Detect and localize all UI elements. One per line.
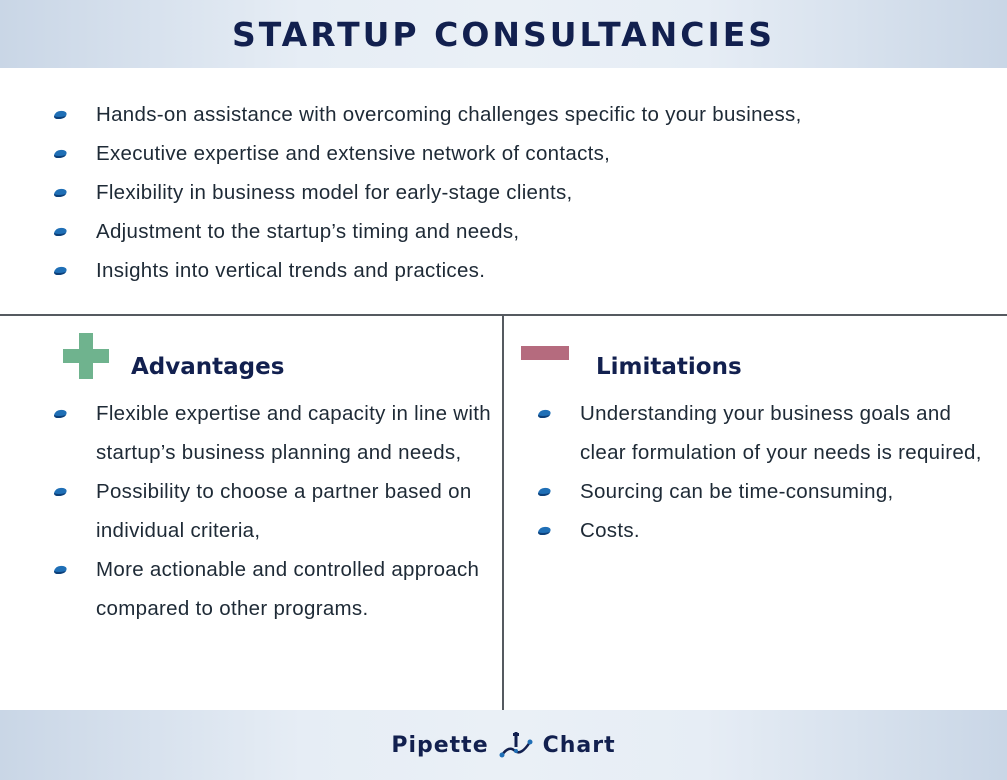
list-item [53, 212, 973, 251]
advantages-title: Advantages [131, 354, 285, 380]
list-item [537, 511, 982, 550]
footer-banner [0, 710, 1007, 780]
bullet-icon [53, 408, 68, 419]
bullet-icon [53, 187, 68, 198]
list-item-text: Adjustment to the startup’s timing and needs, [96, 220, 520, 243]
list-item [53, 472, 498, 550]
vertical-divider [502, 315, 504, 710]
list-item [53, 394, 498, 472]
list-item-text: Executive expertise and extensive network of contacts, [96, 142, 611, 165]
logo-text-left: Pipette [391, 732, 489, 758]
list-item [53, 173, 973, 212]
list-item [537, 472, 982, 511]
header-banner [0, 0, 1007, 68]
list-item [537, 394, 982, 472]
bullet-icon [53, 226, 68, 237]
list-item [53, 134, 973, 173]
bullet-icon [537, 408, 552, 419]
bullet-icon [53, 109, 68, 120]
minus-icon [521, 346, 569, 360]
list-item-text: Hands-on assistance with overcoming challenges specific to your business, [96, 103, 802, 126]
intro-list [53, 95, 973, 290]
list-item [53, 550, 498, 628]
list-item-text: More actionable and controlled approach compared to other programs. [96, 558, 480, 620]
plus-icon [63, 333, 109, 379]
limitations-title: Limitations [596, 354, 742, 380]
bullet-icon [53, 265, 68, 276]
list-item-text: Insights into vertical trends and practices. [96, 259, 486, 282]
list-item-text: Costs. [580, 519, 640, 542]
brand-logo [0, 710, 1007, 780]
bullet-icon [53, 148, 68, 159]
list-item-text: Flexible expertise and capacity in line with startup’s business planning and needs, [96, 402, 491, 464]
pipette-chart-logo-icon [499, 730, 533, 760]
list-item-text: Flexibility in business model for early-stage clients, [96, 181, 573, 204]
list-item-text: Possibility to choose a partner based on individual criteria, [96, 480, 472, 542]
list-item-text: Sourcing can be time-consuming, [580, 480, 894, 503]
limitations-list [537, 394, 982, 550]
bullet-icon [53, 564, 68, 575]
page-title: STARTUP CONSULTANCIES [231, 14, 776, 54]
bullet-icon [537, 525, 552, 536]
logo-text-right: Chart [542, 732, 616, 758]
bullet-icon [53, 486, 68, 497]
list-item [53, 95, 973, 134]
advantages-list [53, 394, 498, 628]
bullet-icon [537, 486, 552, 497]
list-item-text: Understanding your business goals and clear formulation of your needs is required, [580, 402, 982, 464]
list-item [53, 251, 973, 290]
